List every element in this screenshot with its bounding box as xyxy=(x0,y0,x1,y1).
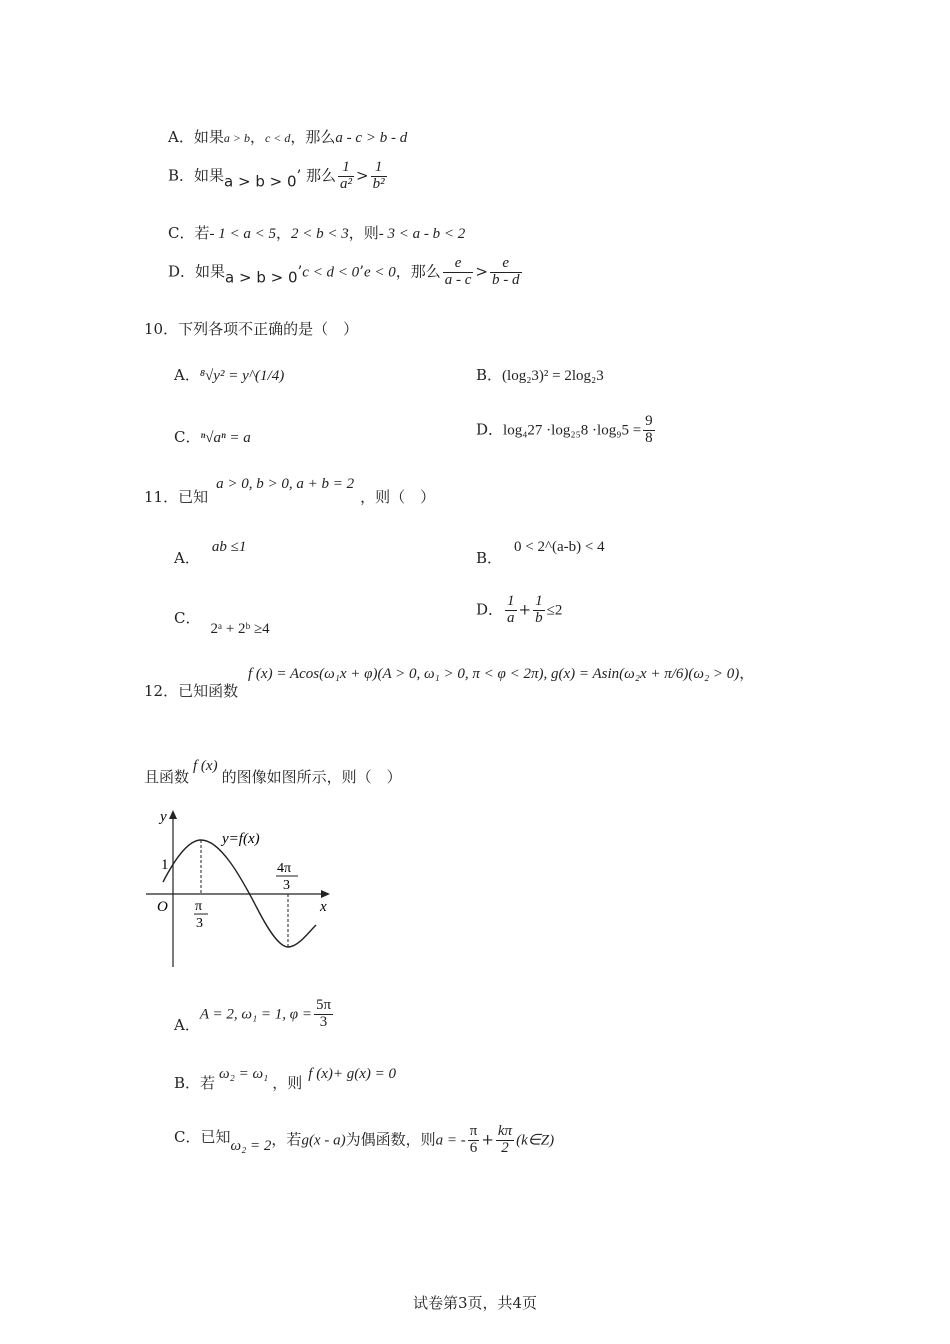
q12-stem: 12．已知函数 xyxy=(144,682,239,700)
fraction: $\frac{1}{\text{b²}}$ xyxy=(372,159,385,192)
q10-stem: 10．下列各项不正确的是（ ） xyxy=(144,320,359,338)
x-tick2-num: 4π xyxy=(277,861,292,876)
fraction: $\frac{k\pi}{2}$ xyxy=(497,1123,513,1156)
q11-option-a: A．ab ≤1 xyxy=(174,539,247,567)
function-graph xyxy=(140,805,340,975)
fraction: $\frac{1}{\text{a²}}$ xyxy=(340,159,353,192)
q12-option-c: C．已知ω₂ = 2，若g(x - a)为偶函数，则a = - $\frac{\pi}{6}$ + $\frac{k\pi}{2}$ (k∈Z) xyxy=(174,1123,555,1156)
q11-option-c: C．2ᵃ + 2ᵇ ≥4 xyxy=(174,609,270,637)
fraction: $\frac{e}{b - d}$ xyxy=(492,255,520,288)
fraction: $\frac{\pi}{6}$ xyxy=(469,1123,478,1156)
q9-option-a: A．如果a > b，c < d，那么a - c > b - d xyxy=(168,128,408,146)
q12-option-b: B．若 ω₂ = ω₁ ，则 f (x)+ g(x) = 0 xyxy=(174,1066,396,1092)
q10-option-b: B．(log₂3)² = 2log₂3 xyxy=(476,366,604,384)
fraction: $\frac{1}{a}$ xyxy=(507,593,515,626)
q9-option-c: C．若- 1 < a < 5，2 < b < 3，则- 3 < a - b < 2 xyxy=(168,224,466,242)
q10-option-c: C．ⁿ√aⁿ = a xyxy=(174,428,251,446)
q11-option-b: B．0 < 2^(a-b) < 4 xyxy=(476,539,605,567)
q10-option-a: A．⁸√y² = y^(1/4) xyxy=(174,366,285,384)
q12-option-a: A．A = 2, ω₁ = 1, φ = $\frac{5\pi}{3}$ xyxy=(174,997,332,1035)
y-axis-label: y xyxy=(160,809,167,825)
fraction: $\frac{5\pi}{3}$ xyxy=(315,997,332,1030)
q9-option-b: B．如果a > b > 0’ 那么 $\frac{1}{\text{a²}}$ > $\frac{1}{\text{b²}}$ xyxy=(168,159,385,192)
q10-option-d: D．log₄27 ·log₂₅8 ·log₉5 = $\frac{9}{8}$ xyxy=(476,413,653,446)
q11-option-d: D． $\frac{1}{a}$ + $\frac{1}{b}$ ≤2 xyxy=(476,593,563,626)
fraction: $\frac{1}{b}$ xyxy=(535,593,543,626)
y-tick-label: 1 xyxy=(161,857,169,873)
q12-stem-formula: f (x) = Acos(ω₁x + φ)(A > 0, ω₁ > 0, π < φ < 2π), g(x) = Asin(ω₂x + π/6)(ω₂ > 0)， xyxy=(248,664,755,682)
x-axis-label: x xyxy=(320,899,327,915)
x-tick2-den: 3 xyxy=(283,878,290,893)
page-footer: 试卷第3页，共4页 xyxy=(412,1294,538,1312)
origin-label: O xyxy=(157,899,168,915)
q12-line2: 且函数f (x)的图像如图所示，则（ ） xyxy=(144,758,402,786)
x-axis-arrow xyxy=(321,890,330,898)
curve-label: y=f(x) xyxy=(222,831,260,847)
q11-stem: 11．已知a > 0, b > 0, a + b = 2，则（ ） xyxy=(144,476,436,506)
q9-option-d: D．如果a > b > 0’c < d < 0’e < 0，那么 $\frac{e}{a - c}$ > $\frac{e}{b - d}$ xyxy=(168,255,520,288)
fraction: $\frac{9}{8}$ xyxy=(645,413,653,446)
fraction: $\frac{e}{a - c}$ xyxy=(444,255,472,288)
x-tick1-den: 3 xyxy=(196,916,203,931)
y-axis-arrow xyxy=(169,810,177,819)
x-tick1-num: π xyxy=(195,899,203,914)
